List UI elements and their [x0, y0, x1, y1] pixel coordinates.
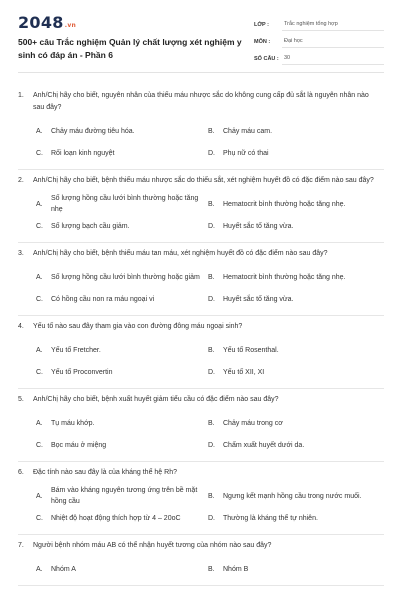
answer-options — [18, 193, 384, 237]
logo-main-text: 2048 — [18, 13, 64, 32]
question-item — [18, 85, 384, 170]
question-number: 7. — [18, 542, 24, 549]
question-body: Anh/Chị hãy cho biết, nguyên nhân của thiếu máu nhược sắc do không cung cấp đủ sắt là nguyên nhân nào sau đây? — [33, 92, 369, 111]
answer-option[interactable] — [208, 193, 378, 215]
option-text: Rối loạn kinh nguyệt — [51, 149, 115, 157]
option-text: Huyết sắc tố tăng vừa. — [223, 295, 294, 303]
option-text: Số lượng hồng cầu lưới bình thường hoặc tăng nhẹ — [51, 195, 199, 213]
question-body: Yếu tố nào sau đây tham gia vào con đường đông máu ngoại sinh? — [33, 323, 243, 330]
option-text: Yếu tố Fretcher. — [51, 346, 101, 354]
question-text — [18, 321, 384, 333]
answer-option[interactable] — [208, 120, 378, 142]
answer-option[interactable] — [36, 485, 206, 507]
option-text: Chấm xuất huyết dưới da. — [223, 441, 305, 449]
meta-row-count — [254, 52, 384, 65]
option-text: Huyết sắc tố tăng vừa. — [223, 222, 294, 230]
option-letter: A. — [36, 419, 43, 427]
option-letter: B. — [208, 200, 215, 208]
answer-option[interactable] — [36, 412, 206, 434]
answer-option[interactable] — [208, 558, 378, 580]
question-body: Anh/Chị hãy cho biết, bệnh thiếu máu nhược sắc do thiếu sắt, xét nghiệm huyết đồ có đặc điểm nào sau đây? — [33, 177, 374, 184]
answer-option[interactable] — [208, 142, 378, 164]
meta-info — [254, 14, 384, 72]
question-item — [18, 535, 384, 586]
option-letter: A. — [36, 346, 43, 354]
option-letter: D. — [208, 149, 215, 157]
answer-option[interactable] — [208, 412, 378, 434]
option-letter: A. — [36, 565, 43, 573]
meta-row-subject — [254, 35, 384, 48]
meta-row-class — [254, 18, 384, 31]
option-letter: B. — [208, 419, 215, 427]
site-logo[interactable] — [18, 14, 248, 31]
answer-option[interactable] — [36, 215, 206, 237]
option-text: Nhóm B — [223, 565, 249, 573]
answer-option[interactable] — [208, 507, 378, 529]
option-letter: B. — [208, 565, 215, 573]
answer-options — [18, 339, 384, 383]
option-text: Yếu tố XII, XI — [223, 368, 265, 376]
option-text: Hematocrit bình thường hoặc tăng nhẹ. — [223, 273, 346, 281]
answer-option[interactable] — [208, 288, 378, 310]
meta-key: MÔN : — [254, 38, 271, 45]
option-text: Phụ nữ có thai — [223, 149, 269, 157]
question-text — [18, 248, 384, 260]
question-item — [18, 462, 384, 535]
answer-option[interactable] — [208, 339, 378, 361]
question-number: 2. — [18, 177, 24, 184]
answer-option[interactable] — [36, 507, 206, 529]
option-letter: A. — [36, 200, 43, 208]
option-letter: D. — [208, 441, 215, 449]
option-text: Chảy máu cam. — [223, 127, 273, 135]
answer-option[interactable] — [208, 485, 378, 507]
answer-option[interactable] — [208, 361, 378, 383]
question-body: Đặc tính nào sau đây là của kháng thể hệ Rh? — [33, 469, 177, 476]
option-letter: C. — [36, 441, 43, 449]
question-body: Anh/Chị hãy cho biết, bệnh thiếu máu tan máu, xét nghiệm huyết đồ có đặc điểm nào sau đây? — [33, 250, 328, 257]
question-number: 6. — [18, 469, 24, 476]
option-text: Yếu tố Rosenthal. — [223, 346, 279, 354]
answer-option[interactable] — [36, 120, 206, 142]
question-text — [18, 540, 384, 552]
option-text: Số lượng hồng cầu lưới bình thường hoặc giảm — [51, 273, 200, 281]
answer-options — [18, 266, 384, 310]
question-number: 5. — [18, 396, 24, 403]
question-text — [18, 394, 384, 406]
option-letter: C. — [36, 514, 43, 522]
answer-option[interactable] — [36, 434, 206, 456]
option-letter: B. — [208, 127, 215, 135]
answer-options — [18, 558, 384, 580]
answer-option[interactable] — [36, 142, 206, 164]
document-header — [18, 0, 384, 73]
option-text: Tụ máu khớp. — [51, 419, 95, 427]
document-title: 500+ câu Trắc nghiệm Quản lý chất lượng xét nghiệm y sinh có đáp án - Phần 6 — [18, 37, 242, 60]
option-letter: C. — [36, 149, 43, 157]
answer-option[interactable] — [36, 288, 206, 310]
option-text: Bọc máu ở miệng — [51, 441, 107, 449]
question-item — [18, 389, 384, 462]
option-text: Có hồng cầu non ra máu ngoại vi — [51, 295, 155, 303]
option-letter: D. — [208, 222, 215, 230]
option-text: Nhóm A — [51, 565, 76, 573]
answer-option[interactable] — [36, 266, 206, 288]
meta-value: Đại học — [282, 35, 384, 48]
option-letter: C. — [36, 295, 43, 303]
option-letter: B. — [208, 273, 215, 281]
option-letter: B. — [208, 346, 215, 354]
question-number: 3. — [18, 250, 24, 257]
question-item — [18, 243, 384, 316]
question-body: Người bệnh nhóm máu AB có thể nhận huyết tương của nhóm nào sau đây? — [33, 542, 272, 549]
answer-options — [18, 412, 384, 456]
option-letter: A. — [36, 273, 43, 281]
question-item — [18, 170, 384, 243]
meta-value: 30 — [282, 52, 384, 65]
answer-option[interactable] — [208, 434, 378, 456]
option-text: Hematocrit bình thường hoặc tăng nhẹ. — [223, 200, 346, 208]
question-number: 4. — [18, 323, 24, 330]
question-number: 1. — [18, 92, 24, 99]
option-text: Chảy máu trong cơ — [223, 419, 283, 427]
option-text: Yếu tố Proconvertin — [51, 368, 113, 376]
option-letter: D. — [208, 368, 215, 376]
question-text — [18, 90, 384, 114]
header-left — [18, 14, 248, 72]
option-text: Thường là kháng thể tự nhiên. — [223, 514, 318, 522]
question-text — [18, 467, 384, 479]
answer-option[interactable] — [36, 558, 206, 580]
option-text: Số lượng bạch cầu giảm. — [51, 222, 130, 230]
option-letter: C. — [36, 368, 43, 376]
option-text: Nhiệt độ hoạt động thích hợp từ 4 – 20oC — [51, 514, 181, 522]
logo-suffix-text: .vn — [64, 22, 77, 29]
meta-key: SỐ CÂU : — [254, 55, 279, 62]
option-letter: D. — [208, 295, 215, 303]
option-letter: A. — [36, 492, 43, 500]
option-letter: B. — [208, 492, 215, 500]
option-letter: A. — [36, 127, 43, 135]
option-text: Ngưng kết mạnh hồng cầu trong nước muối. — [223, 492, 362, 500]
question-list — [18, 73, 384, 586]
answer-option[interactable] — [36, 361, 206, 383]
answer-option[interactable] — [36, 339, 206, 361]
option-text: Chảy máu đường tiêu hóa. — [51, 127, 135, 135]
answer-options — [18, 485, 384, 529]
answer-option[interactable] — [208, 266, 378, 288]
option-letter: C. — [36, 222, 43, 230]
answer-options — [18, 120, 384, 164]
option-text: Bám vào kháng nguyên tương ứng trên bề mặt hồng cầu — [51, 487, 198, 505]
question-item — [18, 316, 384, 389]
option-letter: D. — [208, 514, 215, 522]
answer-option[interactable] — [36, 193, 206, 215]
answer-option[interactable] — [208, 215, 378, 237]
question-body: Anh/Chị hãy cho biết, bệnh xuất huyết giảm tiểu cầu có đặc điểm nào sau đây? — [33, 396, 279, 403]
meta-value: Trắc nghiệm tổng hợp — [282, 18, 384, 31]
meta-key: LỚP : — [254, 21, 269, 28]
question-text — [18, 175, 384, 187]
